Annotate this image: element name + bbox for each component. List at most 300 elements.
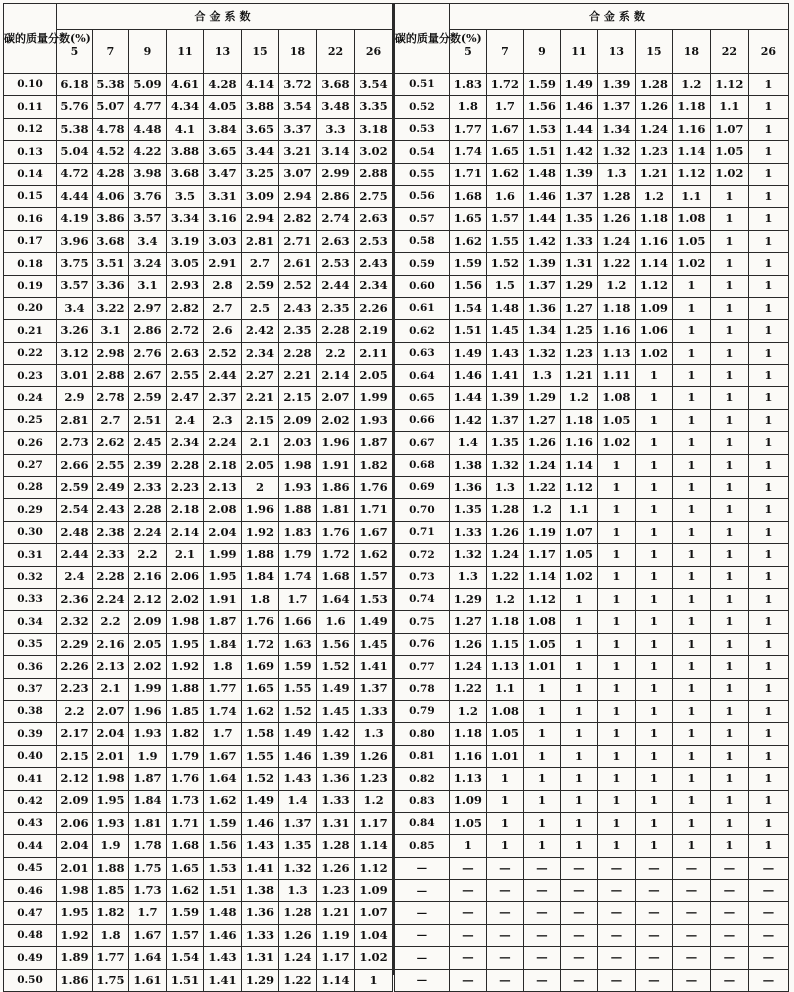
coefficient-cell: 1 (486, 790, 523, 812)
coefficient-cell: 1.88 (242, 544, 279, 566)
coefficient-cell: 1 (597, 477, 635, 499)
coefficient-cell: 2.36 (57, 588, 93, 610)
coefficient-cell: 1.64 (129, 947, 167, 969)
coefficient-cell: 4.48 (129, 118, 167, 140)
coefficient-cell: 1.3 (355, 723, 393, 745)
carbon-cell: 0.49 (4, 947, 57, 969)
coefficient-cell: 1.92 (57, 924, 93, 946)
coefficient-cell: 2.59 (129, 387, 167, 409)
coefficient-cell: 1 (672, 566, 710, 588)
carbon-cell: 0.44 (4, 835, 57, 857)
coefficient-cell: 1 (748, 566, 788, 588)
coefficient-cell: 1.19 (317, 924, 355, 946)
coefficient-cell: 2.14 (167, 521, 204, 543)
table-row (4, 141, 393, 163)
coefficient-cell: 1 (355, 969, 393, 991)
coefficient-cell: 1.96 (242, 499, 279, 521)
coefficient-cell: 1.66 (279, 611, 317, 633)
coefficient-cell: 1.05 (486, 723, 523, 745)
coefficient-cell: 3.65 (242, 118, 279, 140)
coefficient-cell: 1 (597, 723, 635, 745)
table-row (394, 835, 788, 857)
coefficient-cell: 1.49 (560, 74, 597, 96)
coefficient-cell: 2.53 (317, 253, 355, 275)
table-row (394, 185, 788, 207)
coefficient-cell: 1.62 (355, 544, 393, 566)
coefficient-cell: 1.62 (449, 230, 486, 252)
coefficient-header: 9 (523, 30, 560, 74)
coefficient-cell: 3.03 (204, 230, 242, 252)
coefficient-cell: 4.05 (204, 96, 242, 118)
coefficient-cell: 2.54 (57, 499, 93, 521)
coefficient-cell: 1.78 (129, 835, 167, 857)
coefficient-cell: 1 (560, 611, 597, 633)
coefficient-cell: 1 (635, 566, 672, 588)
table-row (4, 477, 393, 499)
coefficient-cell: 5.07 (93, 96, 129, 118)
coefficient-cell: 1 (672, 477, 710, 499)
coefficient-cell: 1.99 (204, 544, 242, 566)
coefficient-cell: 3.96 (57, 230, 93, 252)
carbon-cell: 0.15 (4, 185, 57, 207)
table-row (394, 96, 788, 118)
coefficient-cell: 1.43 (204, 947, 242, 969)
coefficient-header: 5 (57, 30, 93, 74)
table-row (394, 745, 788, 767)
coefficient-cell: 1.53 (355, 588, 393, 610)
coefficient-cell: 1.2 (672, 74, 710, 96)
coefficient-cell: 2.2 (317, 342, 355, 364)
coefficient-cell: 1.23 (560, 342, 597, 364)
coefficient-cell: 1.79 (167, 745, 204, 767)
coefficient-cell: 1.2 (635, 185, 672, 207)
coefficient-cell: — (449, 924, 486, 946)
table-row (4, 387, 393, 409)
carbon-cell: 0.68 (394, 454, 449, 476)
coefficient-cell: 2.63 (355, 208, 393, 230)
coefficient-cell: — (710, 947, 748, 969)
table-row (394, 297, 788, 319)
coefficient-cell: 1.34 (597, 118, 635, 140)
coefficient-cell: 3.02 (355, 141, 393, 163)
coefficient-cell: 1.95 (167, 633, 204, 655)
coefficient-cell: 2.35 (279, 320, 317, 342)
coefficient-cell: 1.27 (523, 409, 560, 431)
coefficient-cell: 1.9 (129, 745, 167, 767)
carbon-cell: 0.34 (4, 611, 57, 633)
coefficient-cell: 2.13 (204, 477, 242, 499)
coefficient-cell: 2.51 (129, 409, 167, 431)
coefficient-cell: — (560, 880, 597, 902)
coefficient-cell: 1.09 (635, 297, 672, 319)
coefficient-cell: 1.82 (167, 723, 204, 745)
coefficient-cell: 2.8 (204, 275, 242, 297)
coefficient-cell: 1.8 (93, 924, 129, 946)
coefficient-cell: — (635, 857, 672, 879)
carbon-cell: 0.54 (394, 141, 449, 163)
table-row (394, 163, 788, 185)
carbon-cell: — (394, 924, 449, 946)
coefficient-cell: 3.37 (279, 118, 317, 140)
coefficient-cell: 1.6 (317, 611, 355, 633)
coefficient-cell: 1.1 (672, 185, 710, 207)
alloy-coefficient-table (3, 3, 789, 987)
coefficient-cell: 1.67 (129, 924, 167, 946)
coefficient-cell: 1.6 (486, 185, 523, 207)
carbon-cell: 0.84 (394, 812, 449, 834)
coefficient-cell: 1.83 (279, 521, 317, 543)
coefficient-cell: 2.52 (204, 342, 242, 364)
coefficient-cell: 1.65 (486, 141, 523, 163)
coefficient-cell: 1 (710, 566, 748, 588)
coefficient-cell: 3.75 (57, 253, 93, 275)
coefficient-cell: — (449, 857, 486, 879)
coefficient-cell: 1.69 (242, 656, 279, 678)
coefficient-cell: 1.55 (242, 745, 279, 767)
coefficient-cell: 4.22 (129, 141, 167, 163)
coefficient-cell: 1 (672, 297, 710, 319)
coefficient-cell: — (449, 947, 486, 969)
coefficient-cell: 1 (486, 812, 523, 834)
coefficient-cell: 1 (597, 566, 635, 588)
coefficient-cell: 1.49 (355, 611, 393, 633)
coefficient-cell: 1 (597, 454, 635, 476)
coefficient-cell: 1 (710, 812, 748, 834)
coefficient-cell: 2.05 (129, 633, 167, 655)
coefficient-cell: 1.21 (317, 902, 355, 924)
table-row (394, 320, 788, 342)
coefficient-cell: 1 (748, 230, 788, 252)
coefficient-cell: 2.6 (204, 320, 242, 342)
coefficient-cell: 2.09 (129, 611, 167, 633)
coefficient-cell: 1.92 (167, 656, 204, 678)
coefficient-cell: 1.75 (129, 857, 167, 879)
coefficient-cell: 1 (710, 477, 748, 499)
table-row (4, 588, 393, 610)
coefficient-cell: — (523, 857, 560, 879)
coefficient-cell: 3.18 (355, 118, 393, 140)
coefficient-cell: — (710, 924, 748, 946)
coefficient-cell: 1 (710, 297, 748, 319)
coefficient-cell: 1.76 (355, 477, 393, 499)
coefficient-cell: 1.82 (355, 454, 393, 476)
coefficient-cell: 1 (748, 275, 788, 297)
coefficient-cell: — (449, 880, 486, 902)
coefficient-cell: 1.3 (279, 880, 317, 902)
coefficient-cell: — (597, 857, 635, 879)
coefficient-header: 9 (129, 30, 167, 74)
coefficient-cell: 2.7 (204, 297, 242, 319)
carbon-cell: 0.14 (4, 163, 57, 185)
coefficient-cell: 2 (242, 477, 279, 499)
table-row (4, 947, 393, 969)
coefficient-cell: — (748, 947, 788, 969)
coefficient-cell: 2.28 (167, 454, 204, 476)
coefficient-cell: 1.13 (597, 342, 635, 364)
coefficient-cell: 1.46 (279, 745, 317, 767)
coefficient-cell: 1 (748, 297, 788, 319)
coefficient-cell: 2.18 (204, 454, 242, 476)
coefficient-cell: 1.53 (204, 857, 242, 879)
table-row (4, 745, 393, 767)
table-row (4, 880, 393, 902)
carbon-cell: 0.41 (4, 768, 57, 790)
coefficient-cell: 1.28 (279, 902, 317, 924)
coefficient-cell: 1.39 (597, 74, 635, 96)
coefficient-cell: 1.98 (167, 611, 204, 633)
carbon-cell: 0.22 (4, 342, 57, 364)
coefficient-cell: 1.35 (486, 432, 523, 454)
coefficient-cell: — (635, 924, 672, 946)
coefficient-cell: — (486, 880, 523, 902)
coefficient-cell: 1.2 (597, 275, 635, 297)
coefficient-cell: 1.08 (486, 700, 523, 722)
coefficient-cell: 3.4 (57, 297, 93, 319)
coefficient-cell: 1.38 (449, 454, 486, 476)
coefficient-cell: 2.43 (93, 499, 129, 521)
carbon-cell: 0.61 (394, 297, 449, 319)
coefficient-cell: 1 (635, 611, 672, 633)
coefficient-cell: 2.48 (57, 521, 93, 543)
coefficient-cell: 1.52 (242, 768, 279, 790)
coefficient-cell: 3.19 (167, 230, 204, 252)
coefficient-cell: 1 (672, 700, 710, 722)
coefficient-cell: 2.86 (129, 320, 167, 342)
table-row (4, 409, 393, 431)
coefficient-cell: 3.65 (204, 141, 242, 163)
coefficient-cell: 1 (597, 790, 635, 812)
table-row (4, 297, 393, 319)
coefficient-cell: 2.2 (93, 611, 129, 633)
coefficient-cell: 1.83 (449, 74, 486, 96)
coefficient-cell: 1.09 (449, 790, 486, 812)
coefficient-cell: 1.58 (242, 723, 279, 745)
coefficient-cell: 1.98 (57, 880, 93, 902)
coefficient-cell: 1.18 (486, 611, 523, 633)
coefficient-cell: 1 (710, 275, 748, 297)
coefficient-cell: 3.51 (93, 253, 129, 275)
coefficient-cell: 1.46 (449, 365, 486, 387)
coefficient-cell: 1.92 (242, 521, 279, 543)
coefficient-cell: 1.02 (560, 566, 597, 588)
coefficient-cell: 1 (710, 365, 748, 387)
coefficient-cell: 1.65 (449, 208, 486, 230)
carbon-cell: 0.13 (4, 141, 57, 163)
coefficient-cell: 1.72 (317, 544, 355, 566)
coefficient-cell: 1 (748, 454, 788, 476)
coefficient-cell: 2.55 (93, 454, 129, 476)
coefficient-cell: 1.96 (317, 432, 355, 454)
coefficient-cell: 2.53 (355, 230, 393, 252)
coefficient-cell: 1 (560, 656, 597, 678)
coefficient-header: 7 (486, 30, 523, 74)
coefficient-cell: 1 (748, 700, 788, 722)
coefficient-cell: 3.86 (93, 208, 129, 230)
coefficient-cell: 1 (710, 678, 748, 700)
coefficient-cell: 1.51 (523, 141, 560, 163)
coefficient-cell: 1.48 (486, 297, 523, 319)
carbon-cell: 0.58 (394, 230, 449, 252)
coefficient-cell: 3.68 (167, 163, 204, 185)
coefficient-cell: 3.16 (204, 208, 242, 230)
coefficient-cell: 4.44 (57, 185, 93, 207)
table-row (394, 656, 788, 678)
coefficient-header: 22 (710, 30, 748, 74)
coefficient-cell: 1 (748, 835, 788, 857)
coefficient-cell: 1 (560, 812, 597, 834)
carbon-cell: 0.83 (394, 790, 449, 812)
coefficient-cell: 1.32 (486, 454, 523, 476)
coefficient-cell: 1.24 (635, 118, 672, 140)
coefficient-cell: 1.09 (355, 880, 393, 902)
coefficient-cell: 1.52 (279, 700, 317, 722)
coefficient-cell: 1.74 (279, 566, 317, 588)
coefficient-cell: 1 (635, 633, 672, 655)
coefficient-cell: 3.72 (279, 74, 317, 96)
coefficient-cell: 2.05 (355, 365, 393, 387)
coefficient-cell: 1.7 (129, 902, 167, 924)
table-row (4, 208, 393, 230)
coefficient-cell: 1.11 (597, 365, 635, 387)
coefficient-cell: 1 (523, 812, 560, 834)
table-row (394, 230, 788, 252)
carbon-cell: 0.20 (4, 297, 57, 319)
coefficient-cell: 5.04 (57, 141, 93, 163)
coefficient-cell: 1.61 (129, 969, 167, 991)
coefficient-cell: — (635, 969, 672, 991)
coefficient-cell: 1.1 (486, 678, 523, 700)
coefficient-cell: 1 (672, 387, 710, 409)
coefficient-cell: 3.25 (242, 163, 279, 185)
table-row (4, 544, 393, 566)
carbon-cell: 0.10 (4, 74, 57, 96)
coefficient-cell: 2.78 (93, 387, 129, 409)
table-row (4, 342, 393, 364)
coefficient-cell: 1 (748, 409, 788, 431)
coefficient-header: 15 (242, 30, 279, 74)
coefficient-cell: 1.35 (449, 499, 486, 521)
coefficient-cell: 1.46 (242, 812, 279, 834)
coefficient-cell: 2.15 (242, 409, 279, 431)
coefficient-cell: 1 (560, 745, 597, 767)
coefficient-cell: 3.4 (129, 230, 167, 252)
coefficient-cell: 3.05 (167, 253, 204, 275)
coefficient-cell: — (486, 969, 523, 991)
carbon-cell: 0.79 (394, 700, 449, 722)
coefficient-cell: 4.1 (167, 118, 204, 140)
coefficient-cell: 2.04 (204, 521, 242, 543)
coefficient-cell: — (710, 969, 748, 991)
coefficient-header: 15 (635, 30, 672, 74)
coefficient-cell: 1 (672, 342, 710, 364)
coefficient-cell: 1.45 (317, 700, 355, 722)
coefficient-cell: 1.71 (167, 812, 204, 834)
coefficient-cell: 1.84 (242, 566, 279, 588)
coefficient-cell: 2.99 (317, 163, 355, 185)
coefficient-cell: 1 (523, 768, 560, 790)
coefficient-cell: 4.28 (204, 74, 242, 96)
coefficient-cell: 4.34 (167, 96, 204, 118)
coefficient-cell: 1 (597, 656, 635, 678)
coefficient-cell: 1 (560, 768, 597, 790)
coefficient-cell: 1.68 (167, 835, 204, 857)
coefficient-cell: 1 (748, 745, 788, 767)
coefficient-cell: 3.57 (57, 275, 93, 297)
coefficient-cell: 1.33 (560, 230, 597, 252)
coefficient-cell: 3.36 (93, 275, 129, 297)
coefficient-cell: 1 (672, 745, 710, 767)
table-row (4, 566, 393, 588)
coefficient-cell: 1 (523, 700, 560, 722)
coefficient-cell: 1.21 (635, 163, 672, 185)
carbon-cell: 0.72 (394, 544, 449, 566)
coefficient-cell: 1.4 (449, 432, 486, 454)
coefficient-cell: 1.7 (279, 588, 317, 610)
coefficient-cell: 1.56 (317, 633, 355, 655)
coefficient-cell: 1.89 (57, 947, 93, 969)
coefficient-cell: 1.67 (204, 745, 242, 767)
coefficient-cell: 2.63 (167, 342, 204, 364)
coefficient-cell: 1.26 (635, 96, 672, 118)
carbon-cell: 0.85 (394, 835, 449, 857)
coefficient-cell: 1.12 (672, 163, 710, 185)
coefficient-cell: 1.43 (486, 342, 523, 364)
coefficient-cell: 1.93 (355, 409, 393, 431)
table-row (4, 768, 393, 790)
coefficient-cell: 3.12 (57, 342, 93, 364)
coefficient-cell: 1.57 (167, 924, 204, 946)
coefficient-cell: 3.57 (129, 208, 167, 230)
coefficient-cell: 1 (560, 633, 597, 655)
coefficient-cell: 1 (672, 320, 710, 342)
table-row (394, 499, 788, 521)
coefficient-cell: 3.84 (204, 118, 242, 140)
coefficient-cell: 1.23 (355, 768, 393, 790)
coefficient-header: 13 (204, 30, 242, 74)
coefficient-cell: 1.16 (560, 432, 597, 454)
carbon-cell: 0.63 (394, 342, 449, 364)
coefficient-cell: 3.21 (279, 141, 317, 163)
coefficient-cell: 2.34 (355, 275, 393, 297)
coefficient-cell: 1.26 (279, 924, 317, 946)
coefficient-cell: 1 (710, 320, 748, 342)
coefficient-cell: 1.22 (597, 253, 635, 275)
coefficient-cell: — (672, 880, 710, 902)
coefficient-cell: 1 (597, 611, 635, 633)
coefficient-cell: 1.8 (242, 588, 279, 610)
coefficient-cell: 1.26 (355, 745, 393, 767)
coefficient-cell: 1.25 (560, 320, 597, 342)
coefficient-cell: 2.28 (129, 499, 167, 521)
coefficient-cell: 3.5 (167, 185, 204, 207)
coefficient-cell: 2.32 (57, 611, 93, 633)
coefficient-cell: 5.38 (93, 74, 129, 96)
coefficient-cell: 2.21 (279, 365, 317, 387)
table-row (394, 409, 788, 431)
coefficient-cell: 1.76 (317, 521, 355, 543)
coefficient-cell: 4.72 (57, 163, 93, 185)
table-row (4, 185, 393, 207)
coefficient-cell: 1 (748, 611, 788, 633)
table-row (4, 969, 393, 991)
coefficient-cell: — (560, 969, 597, 991)
table-row (4, 96, 393, 118)
table-row (4, 118, 393, 140)
table-row (4, 700, 393, 722)
coefficient-cell: 1.51 (167, 969, 204, 991)
coefficient-cell: 1.8 (204, 656, 242, 678)
coefficient-cell: 1.56 (449, 275, 486, 297)
